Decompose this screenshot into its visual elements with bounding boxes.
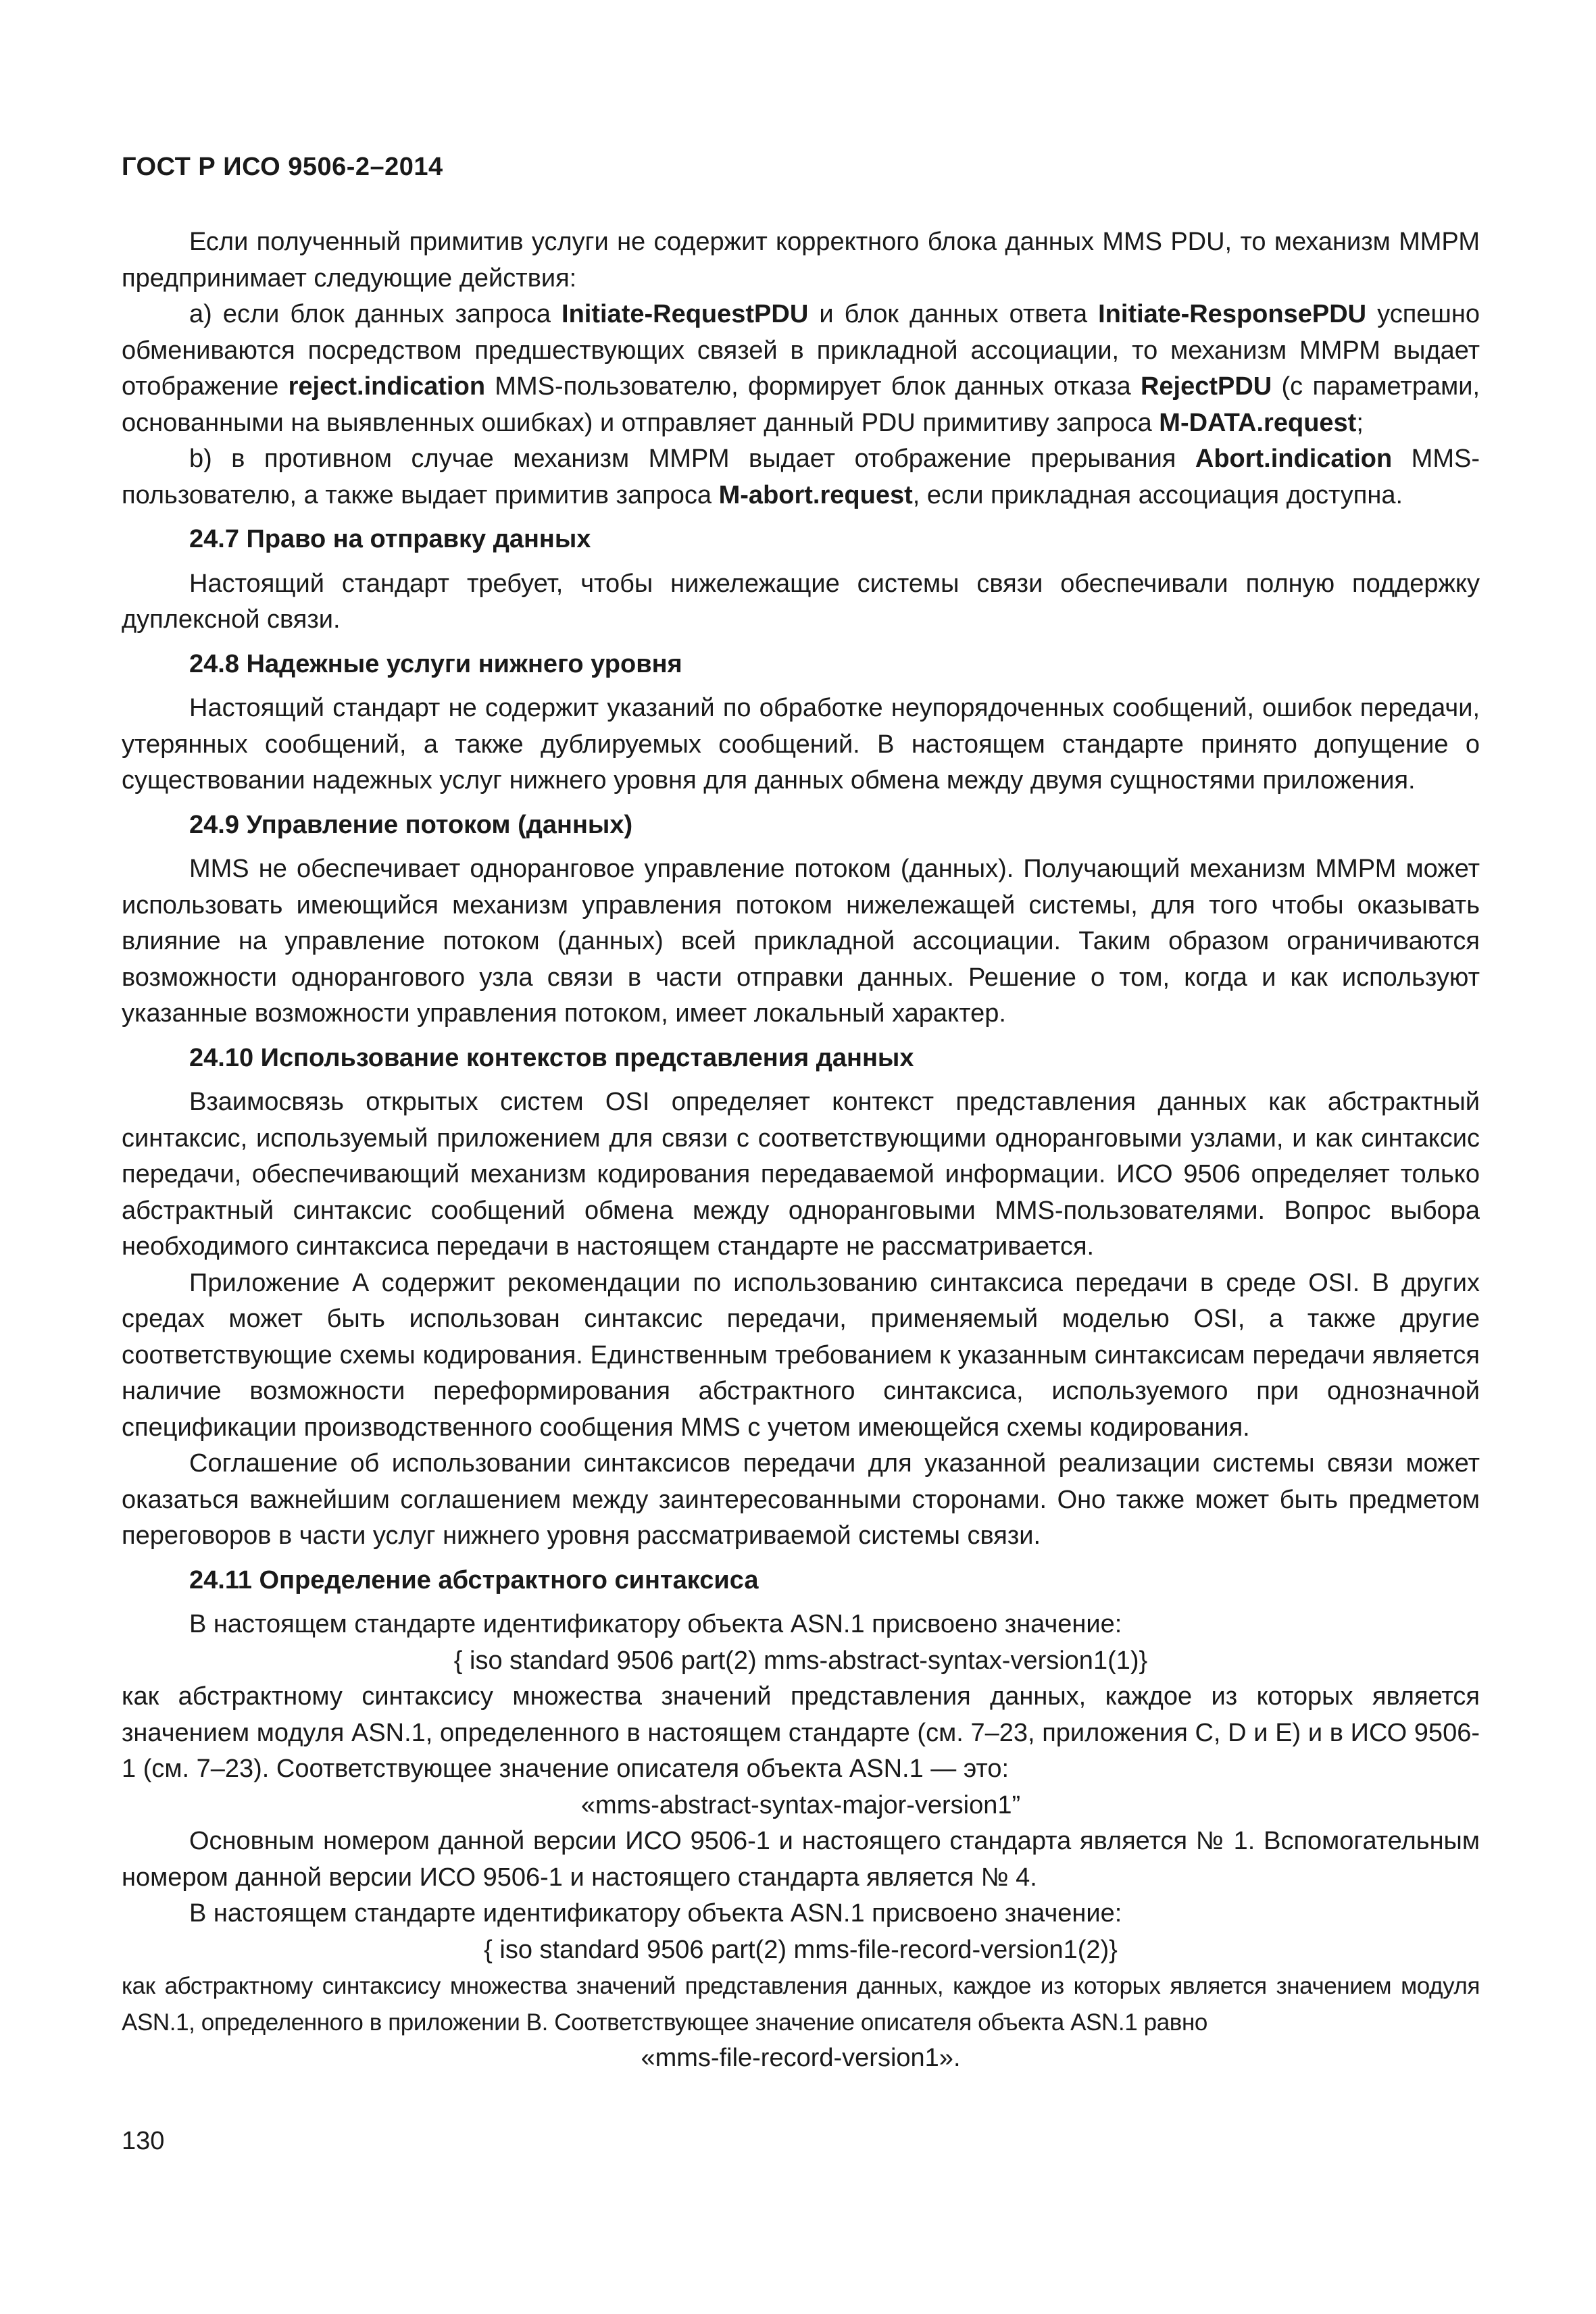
section-paragraph: Настоящий стандарт не содержит указаний по обработке неупорядоченных сообщений, ошибок передачи, утерянных сообщений, а также дублируемых сообщений. В настоящем стандарте принято допущение о существовании надежных услуг нижнего уровня для данных обмена между двумя сущностями приложения.: [122, 694, 1480, 795]
section-heading-24-8: 24.8 Надежные услуги нижнего уровня: [189, 649, 682, 678]
asn1-descriptor: «mms-abstract-syntax-major-version1”: [580, 1790, 1021, 1819]
section-paragraph: как абстрактному синтаксису множества значений представления данных, каждое из которых является значением модуля ASN.1, определенного в настоящем стандарте (см. 7–23, приложения C, D и E) и в ИСО 9506-1 (см. 7–23). Соответствующее значение описателя объекта ASN.1 — это:: [122, 1682, 1480, 1783]
term-abort-indication: Abort.indication: [1195, 445, 1393, 473]
intro-paragraph: Если полученный примитив услуги не содержит корректного блока данных MMS PDU, то механизм ММРМ предпринимает следующие действия:: [122, 228, 1480, 293]
term-reject-indication: reject.indication: [288, 372, 486, 401]
section-paragraph: Соглашение об использовании синтаксисов передачи для указанной реализации системы связи может оказаться важнейшим соглашением между заинтересованными сторонами. Оно также может быть предметом переговоров в части услуг нижнего уровня рассматриваемой системы связи.: [122, 1449, 1480, 1550]
term-m-data-request: M-DATA.request: [1159, 408, 1357, 437]
section-paragraph: MMS не обеспечивает одноранговое управление потоком (данных). Получающий механизм ММРМ может использовать имеющийся механизм управления потоком нижележащей системы, для того чтобы оказывать влияние на управление потоком (данных) всей прикладной ассоциации. Таким образом ограничиваются возможности однорангового узла связи в части отправки данных. Решение о том, когда и как используют указанные возможности управления потоком, имеет локальный характер.: [122, 855, 1480, 1028]
term-reject-pdu: RejectPDU: [1140, 372, 1272, 401]
term-initiate-response: Initiate-ResponsePDU: [1098, 300, 1367, 328]
asn1-descriptor: «mms-file-record-version1».: [641, 2044, 961, 2072]
section-paragraph: как абстрактному синтаксису множества значений представления данных, каждое из которых является значением модуля ASN.1, определенного в приложении B. Соответствующее значение описателя объекта ASN.1 равно: [122, 1973, 1480, 2036]
section-heading-24-7: 24.7 Право на отправку данных: [189, 525, 591, 553]
asn1-object-identifier: { iso standard 9506 part(2) mms-file-record-version1(2)}: [484, 1935, 1118, 1964]
list-item-b: b) в противном случае механизм ММРМ выдает отображение прерывания Abort.indication MMS-пользователю, а также выдает примитив запроса M-abort.request, если прикладная ассоциация доступна.: [122, 445, 1480, 509]
section-paragraph: Приложение А содержит рекомендации по использованию синтаксиса передачи в среде OSI. В других средах может быть использован синтаксис передачи, применяемый моделью OSI, а также другие соответствующие схемы кодирования. Единственным требованием к указанным синтаксисам передачи является наличие возможности переформирования абстрактного синтаксиса, используемого при однозначной спецификации производственного сообщения MMS с учетом имеющейся схемы кодирования.: [122, 1268, 1480, 1442]
list-item-a: а) если блок данных запроса Initiate-RequestPDU и блок данных ответа Initiate-ResponsePDU успешно обмениваются посредством предшествующих связей в прикладной ассоциации, то механизм ММРМ выдает отображение reject.indication MMS-пользователю, формирует блок данных отказа RejectPDU (с параметрами, основанными на выявленных ошибках) и отправляет данный PDU примитиву запроса M-DATA.request;: [122, 300, 1480, 437]
section-paragraph: Настоящий стандарт требует, чтобы нижележащие системы связи обеспечивали полную поддержку дуплексной связи.: [122, 569, 1480, 634]
section-heading-24-11: 24.11 Определение абстрактного синтаксиса: [189, 1565, 759, 1594]
section-paragraph: Основным номером данной версии ИСО 9506-1 и настоящего стандарта является № 1. Вспомогательным номером данной версии ИСО 9506-1 и настоящего стандарта является № 4.: [122, 1827, 1480, 1892]
section-paragraph: В настоящем стандарте идентификатору объекта ASN.1 присвоено значение:: [189, 1899, 1122, 1928]
section-heading-24-10: 24.10 Использование контекстов представления данных: [189, 1043, 914, 1072]
asn1-object-identifier: { iso standard 9506 part(2) mms-abstract-syntax-version1(1)}: [453, 1646, 1148, 1675]
page-number: 130: [122, 2127, 165, 2155]
page-body: [122, 224, 1480, 2077]
section-heading-24-9: 24.9 Управление потоком (данных): [189, 810, 633, 839]
document-header: ГОСТ Р ИСО 9506-2–2014: [122, 153, 443, 181]
section-paragraph: Взаимосвязь открытых систем OSI определяет контекст представления данных как абстрактный синтаксис, используемый приложением для связи с соответствующими одноранговыми узлами, и как синтаксис передачи, обеспечивающий механизм кодирования передаваемой информации. ИСО 9506 определяет только абстрактный синтаксис сообщений обмена между одноранговыми MMS-пользователями. Вопрос выбора необходимого синтаксиса передачи в настоящем стандарте не рассматривается.: [122, 1088, 1480, 1261]
term-m-abort-request: M-abort.request: [718, 480, 913, 509]
term-initiate-request: Initiate-RequestPDU: [562, 300, 809, 328]
section-paragraph: В настоящем стандарте идентификатору объекта ASN.1 присвоено значение:: [189, 1610, 1122, 1638]
